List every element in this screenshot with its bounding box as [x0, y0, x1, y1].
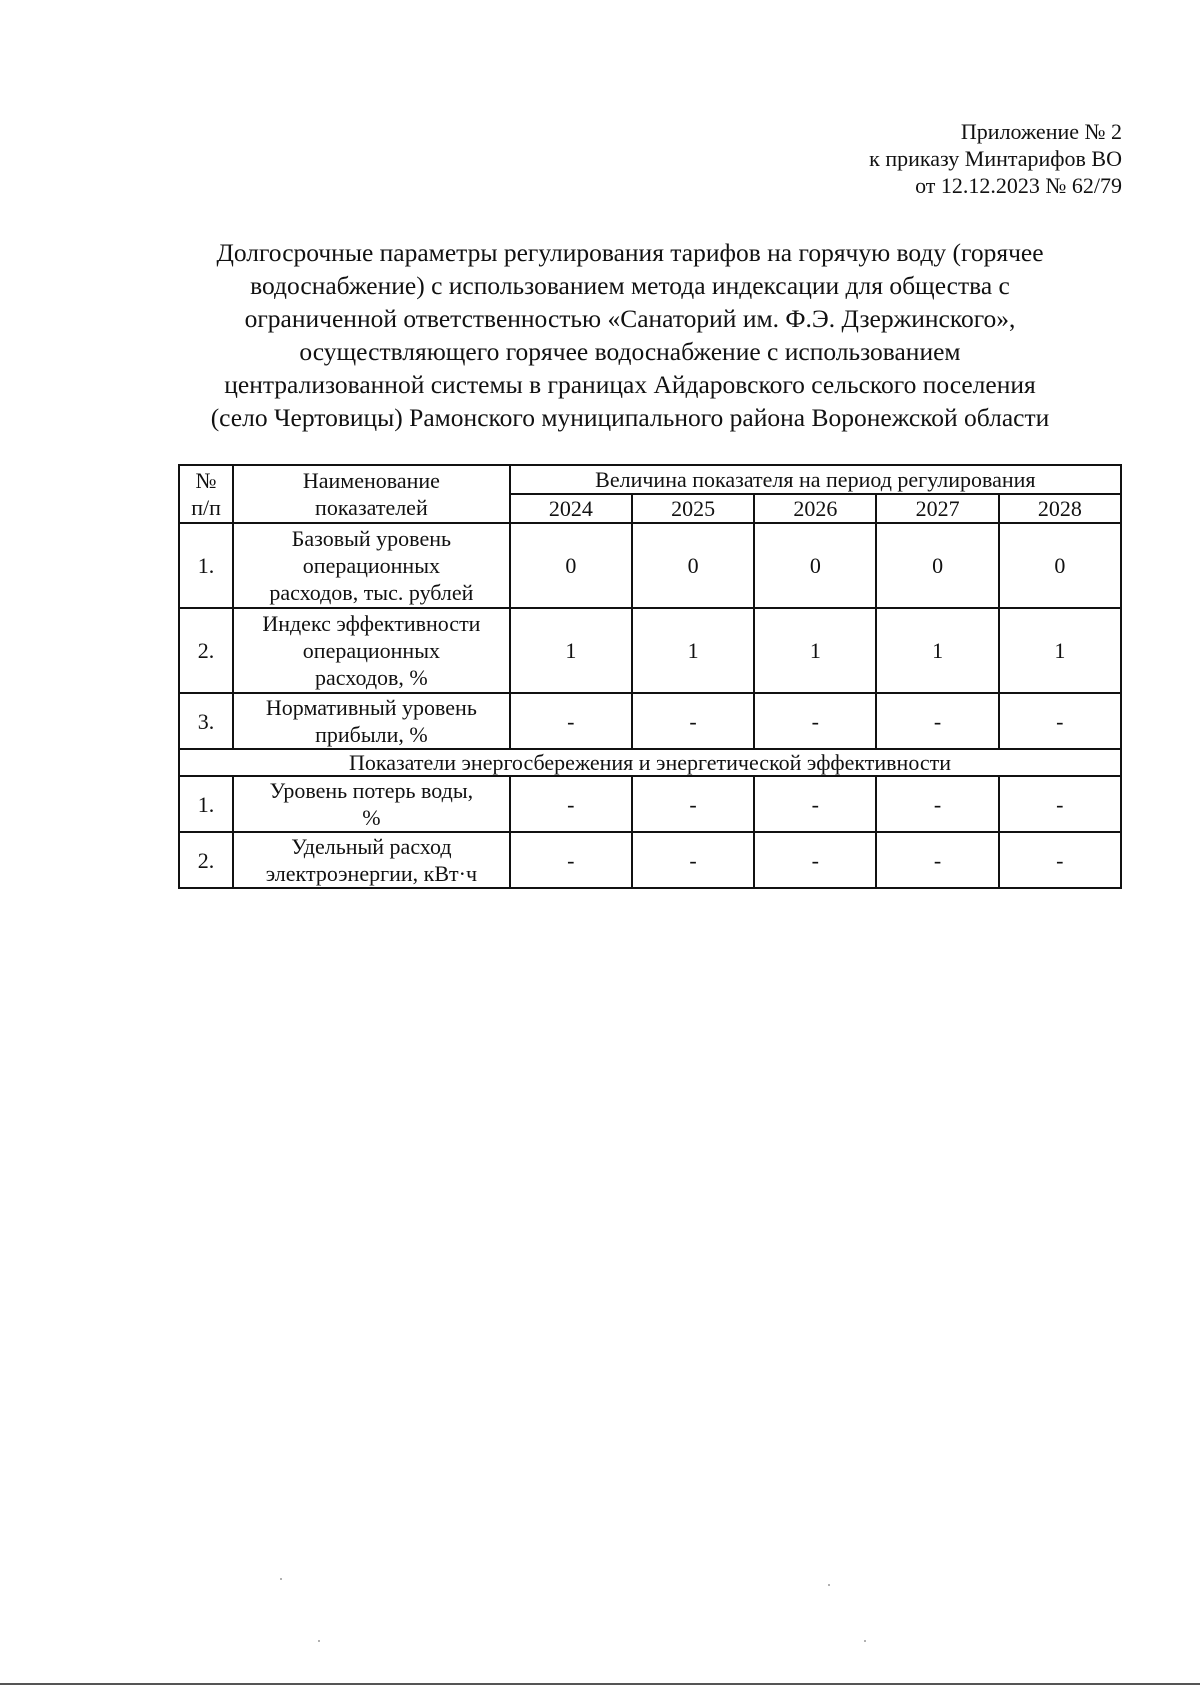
table-header-row — [179, 465, 1121, 494]
name-line: прибыли, % — [315, 722, 428, 747]
name-line: Уровень потерь воды, — [269, 778, 474, 803]
name-line: расходов, тыс. рублей — [269, 580, 474, 605]
value-cell: - — [754, 832, 876, 888]
header-name-line: показателей — [315, 495, 428, 520]
value-cell: 1 — [999, 608, 1121, 693]
row-number: 1. — [179, 776, 233, 832]
header-indicator-name — [233, 465, 510, 523]
header-period: Величина показателя на период регулирования — [510, 465, 1121, 494]
scan-speck — [828, 1584, 830, 1586]
row-indicator-name — [233, 693, 510, 749]
name-line: Индекс эффективности — [262, 611, 481, 636]
appendix-order: к приказу Минтарифов ВО — [869, 146, 1122, 171]
row-indicator-name — [233, 608, 510, 693]
table-row — [179, 523, 1121, 608]
scan-speck — [318, 1640, 320, 1642]
value-cell: 0 — [754, 523, 876, 608]
name-line: Удельный расход — [291, 834, 452, 859]
value-cell: - — [876, 776, 998, 832]
value-cell: - — [999, 776, 1121, 832]
name-line: электроэнергии, кВт·ч — [265, 861, 478, 886]
value-cell: - — [510, 776, 632, 832]
table-row — [179, 832, 1121, 888]
year-header: 2028 — [999, 494, 1121, 523]
header-name-line: Наименование — [302, 468, 440, 493]
section-header-row — [179, 749, 1121, 776]
value-cell: - — [999, 832, 1121, 888]
value-cell: - — [754, 693, 876, 749]
row-number: 2. — [179, 608, 233, 693]
name-line: операционных — [302, 638, 440, 663]
value-cell: 0 — [999, 523, 1121, 608]
value-cell: 1 — [754, 608, 876, 693]
appendix-number: Приложение № 2 — [960, 119, 1122, 144]
value-cell: - — [754, 776, 876, 832]
row-number: 1. — [179, 523, 233, 608]
value-cell: - — [999, 693, 1121, 749]
document-title — [150, 236, 1110, 434]
name-line: расходов, % — [315, 665, 428, 690]
year-header: 2027 — [876, 494, 998, 523]
value-cell: 0 — [510, 523, 632, 608]
title-line: (село Чертовицы) Рамонского муниципального района Воронежской области — [210, 403, 1050, 432]
year-header: 2025 — [632, 494, 754, 523]
value-cell: - — [876, 832, 998, 888]
parameters-table — [178, 464, 1122, 889]
value-cell: - — [632, 776, 754, 832]
title-line: водоснабжение) с использованием метода индексации для общества с — [250, 271, 1010, 300]
scan-speck — [864, 1640, 866, 1642]
value-cell: 1 — [632, 608, 754, 693]
value-cell: 0 — [876, 523, 998, 608]
name-line: % — [362, 805, 381, 830]
value-cell: - — [632, 693, 754, 749]
value-cell: 1 — [876, 608, 998, 693]
row-indicator-name — [233, 832, 510, 888]
value-cell: - — [510, 832, 632, 888]
year-header: 2026 — [754, 494, 876, 523]
value-cell: 0 — [632, 523, 754, 608]
year-header: 2024 — [510, 494, 632, 523]
row-indicator-name — [233, 523, 510, 608]
header-number — [179, 465, 233, 523]
name-line: операционных — [302, 553, 440, 578]
row-number: 3. — [179, 693, 233, 749]
row-indicator-name — [233, 776, 510, 832]
table-row — [179, 693, 1121, 749]
header-number-line: п/п — [191, 495, 221, 520]
row-number: 2. — [179, 832, 233, 888]
table-row — [179, 776, 1121, 832]
section-title: Показатели энергосбережения и энергетической эффективности — [179, 749, 1121, 776]
value-cell: - — [876, 693, 998, 749]
title-line: ограниченной ответственностью «Санаторий им. Ф.Э. Дзержинского», — [244, 304, 1016, 333]
appendix-reference — [869, 118, 1122, 199]
value-cell: - — [632, 832, 754, 888]
value-cell: 1 — [510, 608, 632, 693]
title-line: осуществляющего горячее водоснабжение с использованием — [299, 337, 961, 366]
name-line: Нормативный уровень — [265, 695, 477, 720]
header-number-line: № — [195, 468, 217, 493]
appendix-date: от 12.12.2023 № 62/79 — [915, 173, 1122, 198]
scan-edge-line — [0, 1683, 1200, 1685]
title-line: Долгосрочные параметры регулирования тарифов на горячую воду (горячее — [216, 238, 1044, 267]
name-line: Базовый уровень — [291, 526, 452, 551]
table-row — [179, 608, 1121, 693]
scan-speck — [280, 1578, 282, 1580]
title-line: централизованной системы в границах Айдаровского сельского поселения — [224, 370, 1036, 399]
value-cell: - — [510, 693, 632, 749]
